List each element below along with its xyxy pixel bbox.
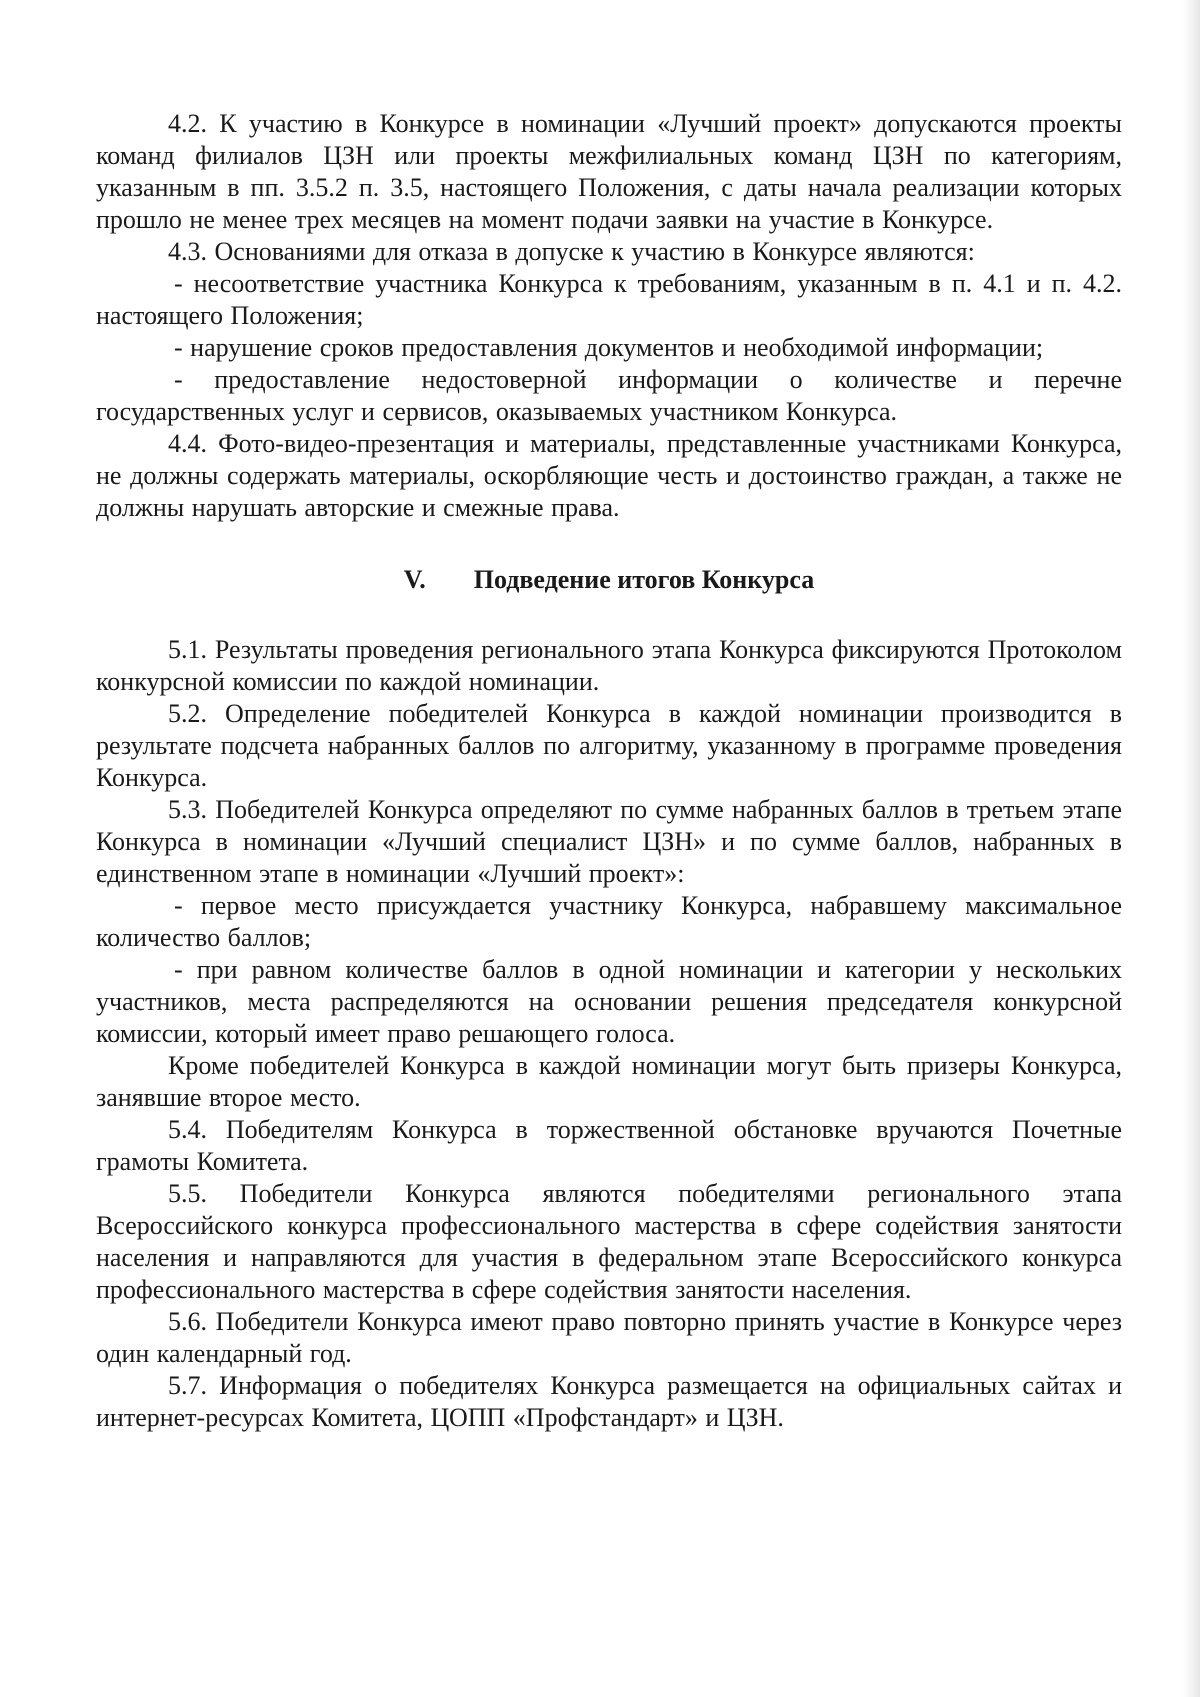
list-item-4-3-c: - предоставление недостоверной информации о количестве и перечне государственных услуг и сервисов, оказываемых участником Конкурса. [96,365,1122,426]
list-item-4-3-b: - нарушение сроков предоставления документов и необходимой информации; [174,333,1044,362]
paragraph-4-3: 4.3. Основаниями для отказа в допуске к участию в Конкурсе являются: [168,237,975,266]
paragraph-5-1: 5.1. Результаты проведения регионального этапа Конкурса фиксируются Протоколом конкурсной комиссии по каждой номинации. [96,635,1122,696]
paragraph-5-4: 5.4. Победителям Конкурса в торжественной обстановке вручаются Почетные грамоты Комитета. [96,1115,1122,1176]
list-item-4-3-a: - несоответствие участника Конкурса к требованиям, указанным в п. 4.1 и п. 4.2. настоящего Положения; [96,269,1122,330]
paragraph-4-2: 4.2. К участию в Конкурсе в номинации «Лучший проект» допускаются проекты команд филиалов ЦЗН или проекты межфилиальных команд ЦЗН по категориям, указанным в пп. 3.5.2 п. 3.5, настоящего Положения, с даты начала реализации которых прошло не менее трех месяцев на момент подачи заявки на участие в Конкурсе. [96,109,1122,234]
paragraph-5-6: 5.6. Победители Конкурса имеют право повторно принять участие в Конкурсе через один календарный год. [96,1307,1122,1368]
scan-edge-shadow [1182,0,1200,1697]
section-heading [96,564,1122,596]
list-item-5-3-a: - первое место присуждается участнику Конкурса, набравшему максимальное количество баллов; [96,891,1122,952]
section-number: V. [403,565,426,594]
paragraph-5-3: 5.3. Победителей Конкурса определяют по сумме набранных баллов в третьем этапе Конкурса в номинации «Лучший специалист ЦЗН» и по сумме баллов, набранных в единственном этапе в номинации «Лучший проект»: [96,795,1122,888]
paragraph-4-4: 4.4. Фото-видео-презентация и материалы, представленные участниками Конкурса, не должны содержать материалы, оскорбляющие честь и достоинство граждан, а также не должны нарушать авторские и смежные права. [96,429,1122,522]
document-page [96,108,1122,1434]
paragraph-5-3-note: Кроме победителей Конкурса в каждой номинации могут быть призеры Конкурса, занявшие второе место. [96,1051,1122,1112]
paragraph-5-2: 5.2. Определение победителей Конкурса в каждой номинации производится в результате подсчета набранных баллов по алгоритму, указанному в программе проведения Конкурса. [96,699,1122,792]
paragraph-5-7: 5.7. Информация о победителях Конкурса размещается на официальных сайтах и интернет-ресурсах Комитета, ЦОПП «Профстандарт» и ЦЗН. [96,1371,1122,1432]
list-item-5-3-b: - при равном количестве баллов в одной номинации и категории у нескольких участников, места распределяются на основании решения председателя конкурсной комиссии, который имеет право решающего голоса. [96,955,1122,1048]
section-title: Подведение итогов Конкурса [473,565,815,594]
paragraph-5-5: 5.5. Победители Конкурса являются победителями регионального этапа Всероссийского конкурса профессионального мастерства в сфере содействия занятости населения и направляются для участия в федеральном этапе Всероссийского конкурса профессионального мастерства в сфере содействия занятости населения. [96,1179,1122,1304]
